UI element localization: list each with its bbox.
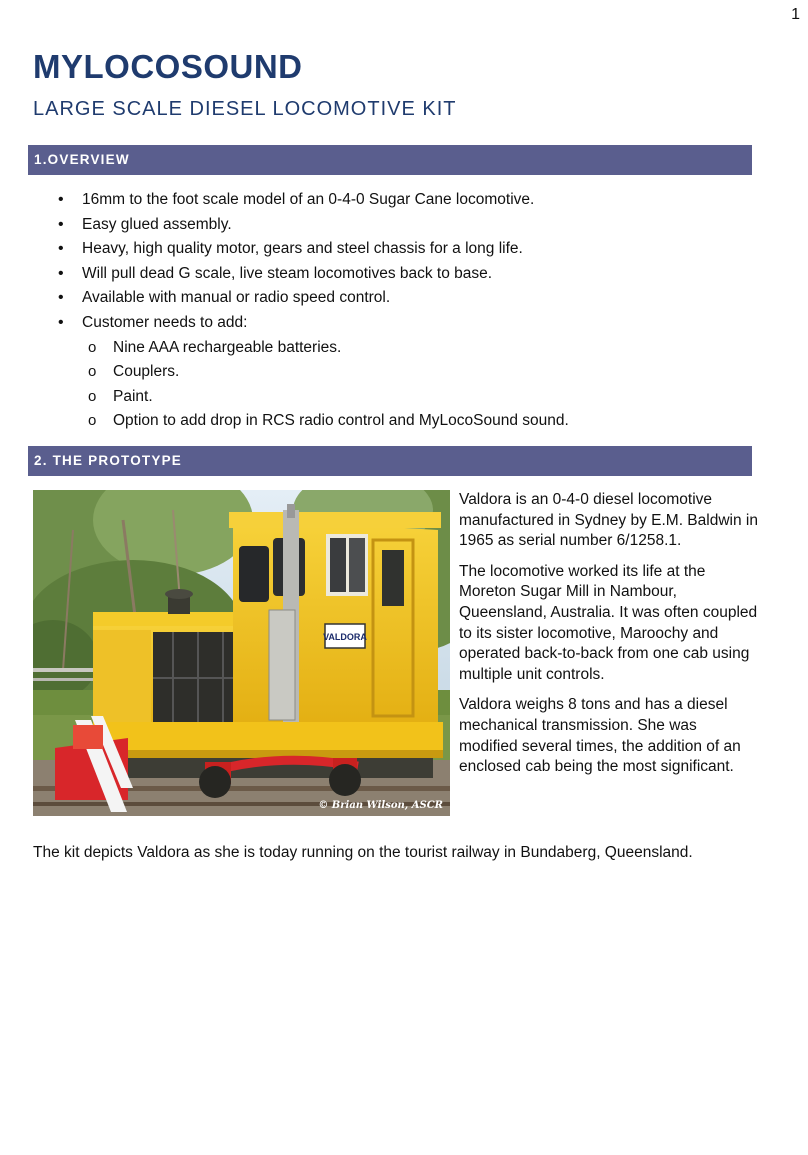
page-number: 1 — [791, 6, 800, 23]
locomotive-photo — [33, 490, 450, 816]
document-title: MYLOCOSOUND — [33, 48, 303, 85]
prototype-text — [459, 490, 759, 788]
list-item: • Easy glued assembly. — [0, 213, 569, 238]
sub-list-item: o Couplers. — [0, 360, 569, 385]
closing-paragraph: The kit depicts Valdora as she is today running on the tourist railway in Bundaberg, Queensland. — [33, 844, 693, 861]
list-item: • Heavy, high quality motor, gears and steel chassis for a long life. — [0, 237, 569, 262]
section-heading-prototype: 2. THE PROTOTYPE — [28, 446, 752, 476]
list-item: • Will pull dead G scale, live steam locomotives back to base. — [0, 262, 569, 287]
list-item: • Available with manual or radio speed control. — [0, 286, 569, 311]
sub-list-item: o Paint. — [0, 385, 569, 410]
nameplate-text: VALDORA — [323, 632, 367, 642]
paragraph: Valdora weighs 8 tons and has a diesel mechanical transmission. She was modified several times, the addition of an enclosed cab being the most significant. — [459, 696, 741, 776]
sub-list-item: o Option to add drop in RCS radio control and MyLocoSound sound. — [0, 409, 569, 434]
document-subtitle: LARGE SCALE DIESEL LOCOMOTIVE KIT — [33, 98, 457, 120]
list-item: • 16mm to the foot scale model of an 0-4-0 Sugar Cane locomotive. — [0, 188, 569, 213]
paragraph: The locomotive worked its life at the Moreton Sugar Mill in Nambour, Queensland, Australia. It was often coupled to its sister locomotive, Maroochy and operated back-to-back from one cab using multiple unit controls. — [459, 562, 758, 684]
overview-list — [0, 188, 569, 434]
section-heading-overview: 1.OVERVIEW — [28, 145, 752, 175]
sub-list-item: o Nine AAA rechargeable batteries. — [0, 336, 569, 361]
list-item: • Customer needs to add: — [0, 311, 569, 336]
paragraph: Valdora is an 0-4-0 diesel locomotive manufactured in Sydney by E.M. Baldwin in 1965 as serial number 6/1258.1. — [459, 491, 758, 550]
photo-credit: © Brian Wilson, ASCR — [318, 800, 443, 811]
